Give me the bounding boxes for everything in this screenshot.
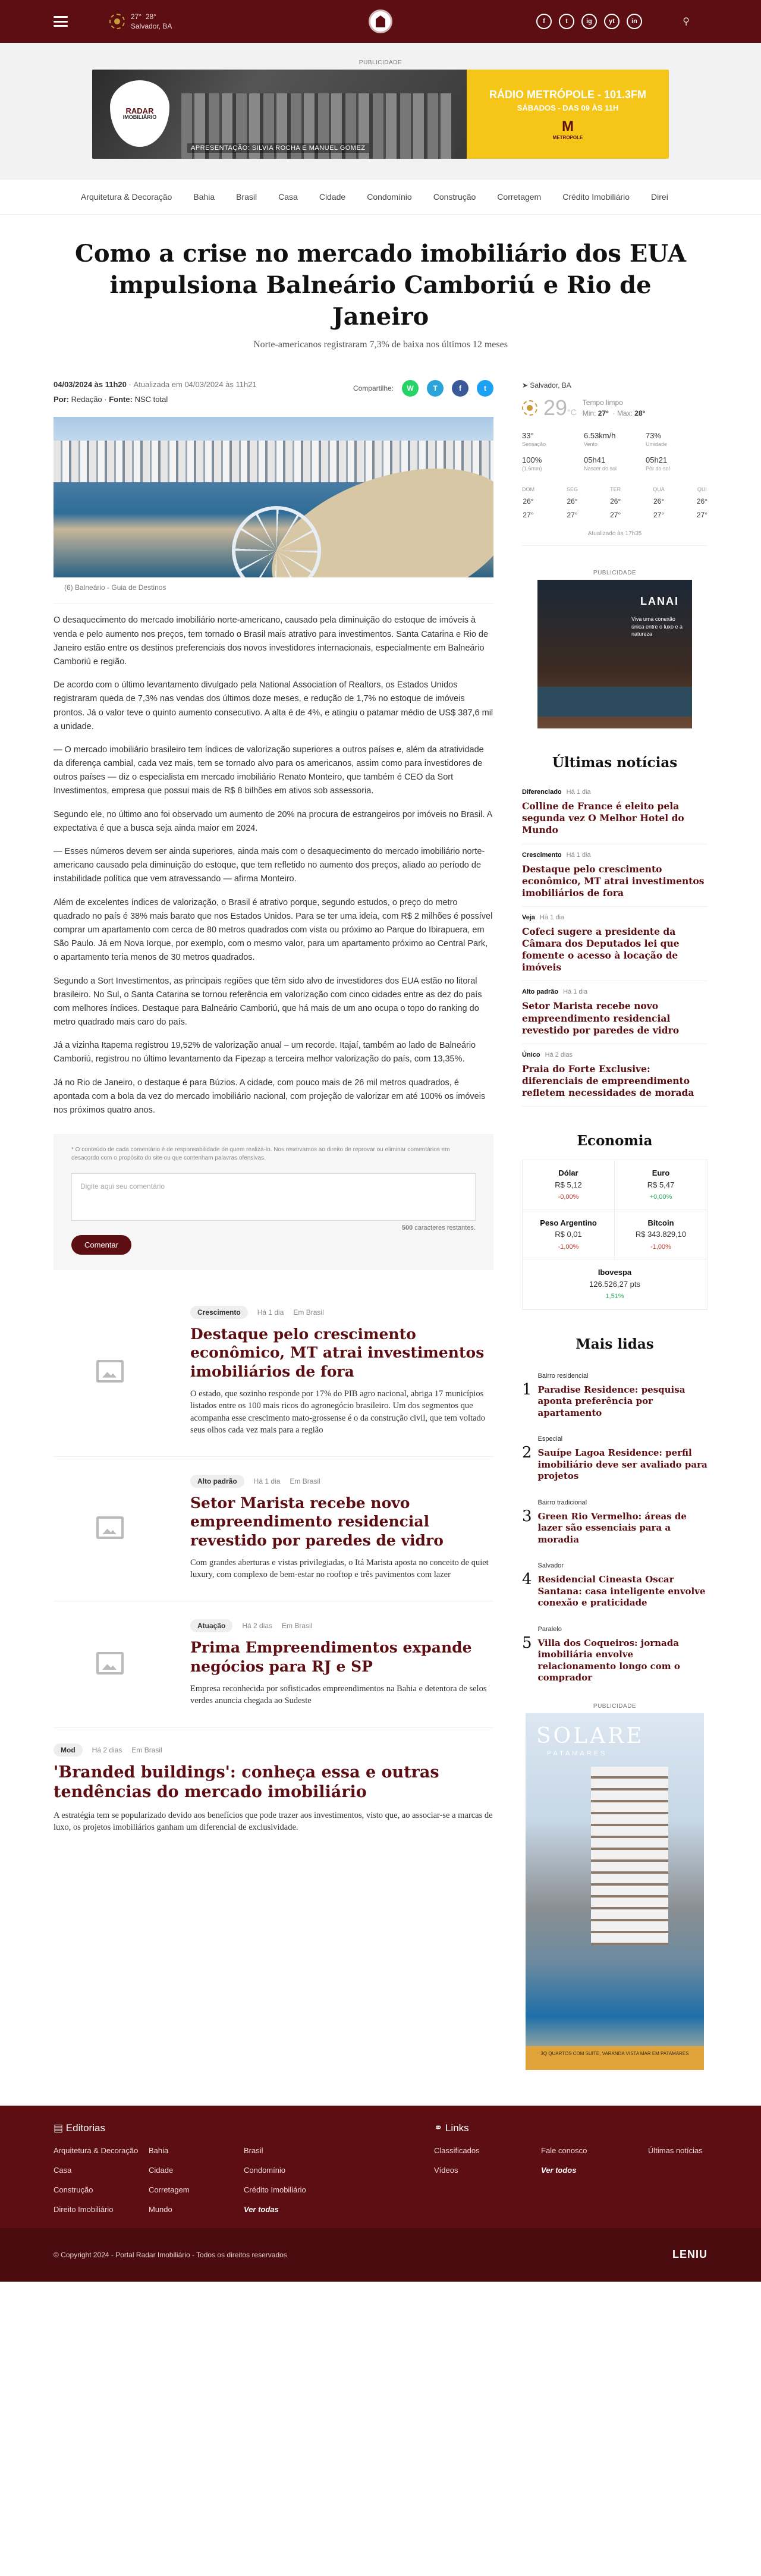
article-paragraph: Segundo ele, no último ano foi observado um aumento de 20% na procura de estrangeiros por imóveis no Brasil. A expectativa é que a busca seja ainda maior em 2024.	[54, 809, 492, 833]
solare-tower	[591, 1767, 668, 1945]
forecast-day: QUA 26° 27°	[653, 486, 665, 520]
weather-location: ➤ Salvador, BA	[522, 381, 571, 390]
weather-stats	[522, 431, 707, 472]
top-ad-banner[interactable]	[92, 70, 669, 159]
footer-link[interactable]: Últimas notícias	[648, 2145, 703, 2155]
article-subtitle: Norte-americanos registraram 7,3% de baixa nos últimos 12 meses	[253, 340, 508, 350]
menu-icon[interactable]	[54, 16, 68, 27]
header-temp-max: 27°	[131, 12, 142, 21]
article-meta: 04/03/2024 às 11h20 · Atualizada em 04/03/2024 às 11h21 Por: Redação · Fonte: NSC total Compartilhe: W T f t	[54, 372, 493, 404]
source-label: Fonte:	[109, 395, 133, 404]
list-icon: ▤	[54, 2122, 66, 2134]
image-placeholder-icon	[54, 1339, 166, 1404]
updated-date: Atualizada em 04/03/2024 às 11h21	[133, 380, 257, 389]
related-time: Há 1 dia	[257, 1308, 284, 1317]
related-item[interactable]	[54, 1288, 493, 1457]
weather-stat: 100% (1.6mm)	[522, 455, 542, 472]
char-count: 500	[401, 1224, 413, 1232]
latest-news-item[interactable]: Crescimento Há 1 dia Destaque pelo crescimento econômico, MT atrai investimentos imobiliários de fora	[522, 844, 707, 907]
ad-brand-sub: METROPOLE	[552, 134, 583, 140]
nav-item[interactable]: Cidade	[319, 192, 346, 202]
footer-link[interactable]: Arquitetura & Decoração	[54, 2145, 139, 2155]
site-footer	[0, 2106, 761, 2228]
nav-item[interactable]: Corretagem	[497, 192, 542, 202]
developer-logo[interactable]: LENIU	[672, 2248, 707, 2261]
econ-item: Dólar R$ 5,12 -0,00%	[523, 1160, 615, 1210]
article-paragraph: O desaquecimento do mercado imobiliário norte-americano, causado pela diminuição do estoque de imóveis à venda e pelo aumento nos preços, tem tornado o Brasil mais atrativo para investimentos. Santa Catarina e Rio de Janeiro estão entre os destinos preferenciais dos novos investidores internacionais, especialmente em Balneário Camboriú e região.	[54, 615, 489, 667]
sun-icon	[109, 14, 125, 29]
footer-link[interactable]: Mundo	[149, 2204, 172, 2214]
related-title[interactable]: Prima Empreendimentos expande negócios para RJ e SP	[190, 1639, 472, 1675]
solare-name: SOLARE	[536, 1723, 644, 1748]
comment-note: * O conteúdo de cada comentário é de responsabilidade de quem realizá-lo. Nos reservamos ao direito de reprovar ou eliminar comentários em desacordo com o propósito do site ou que contenham palavras ofensivas.	[71, 1146, 450, 1162]
content-wrapper	[0, 372, 761, 2069]
category-nav	[0, 179, 761, 215]
link-icon: ⚭	[434, 2122, 445, 2134]
latest-news-list	[522, 781, 707, 1107]
footer-link[interactable]: Classificados	[434, 2145, 480, 2155]
ad-badge-title: RADAR	[125, 106, 154, 115]
most-read-item[interactable]: 4 Salvador Residencial Cineasta Oscar Santana: casa inteligente envolve conexão e praticidade	[522, 1562, 706, 1609]
weather-stat: 6.53km/h Vento	[584, 431, 616, 448]
most-read-item[interactable]: 3 Bairro tradicional Green Rio Vermelho: áreas de lazer são essenciais para a moradia	[522, 1499, 687, 1545]
article-title: Como a crise no mercado imobiliário dos EUA impulsiona Balneário Camboriú e Rio de Janeiro	[74, 240, 686, 331]
nav-item[interactable]: Construção	[433, 192, 476, 202]
latest-news-item[interactable]: Único Há 2 dias Praia do Forte Exclusive: diferenciais de empreendimento refletem necessidades de morada	[522, 1044, 707, 1107]
weather-sun-icon	[522, 400, 537, 416]
econ-item: Euro R$ 5,47 +0,00%	[615, 1160, 707, 1210]
solare-sub: PATAMARES	[547, 1749, 608, 1757]
linkedin-icon[interactable]: in	[627, 14, 642, 29]
article-paragraph: Além de excelentes índices de valorização, o Brasil é atrativo porque, segundo estudos, o preço do metro quadrado no país é 38% mais barato que nos Estados Unidos. Para se ter uma ideia, com R$ 2 milhões é possível comprar um apartamento com cerca de 80 metros quadrados com vista ou próximo ao Parque do Ibirapuera, em São Paulo. Já em Nova Iorque, por exemplo, com o mesmo valor, para um apartamento próximo ao Central Park, o apartamento teria menos de 30 metros quadrados.	[54, 897, 493, 963]
lanai-name: LANAI	[640, 595, 679, 608]
ad-left-panel	[92, 70, 467, 159]
lanai-text: Viva uma conexão única entre o luxo e a natureza	[631, 616, 683, 637]
by-label: Por:	[54, 395, 69, 404]
econ-item: Bitcoin R$ 343.829,10 -1,00%	[615, 1210, 707, 1260]
char-count-label: caracteres restantes.	[414, 1224, 476, 1232]
related-item[interactable]	[54, 1457, 493, 1601]
forecast-day: QUI 26° 27°	[696, 486, 707, 520]
article-paragraph: Segundo a Sort Investimentos, as principais regiões que têm sido alvo de investidores dos EUA estão no litoral brasileiro. No Sul, o Santa Catarina se tornou referência em valorização com cinco cidades entre as dez do país com melhores índices. Destaque para Balneário Camboriú, que há mais de um ano ocupa o topo do ranking do metro quadrado mais caro do país.	[54, 976, 482, 1028]
latest-news-item[interactable]: Diferenciado Há 1 dia Colline de France é eleito pela segunda vez O Melhor Hotel do Mundo	[522, 781, 707, 844]
top-ad-section	[0, 43, 761, 179]
search-icon[interactable]: ⚲	[683, 17, 690, 27]
related-item[interactable]	[54, 1601, 493, 1727]
ad-radar-badge	[110, 80, 169, 147]
related-title[interactable]: Destaque pelo crescimento econômico, MT atrai investimentos imobiliários de fora	[190, 1325, 485, 1380]
footer-link[interactable]: Construção	[54, 2185, 93, 2194]
forecast-day: TER 26° 27°	[610, 486, 621, 520]
related-tag[interactable]: Mod	[54, 1743, 83, 1757]
related-time: Há 2 dias	[242, 1622, 273, 1631]
footer-link[interactable]: Casa	[54, 2165, 72, 2175]
sidebar-ad	[522, 570, 707, 728]
image-placeholder-icon	[54, 1495, 166, 1560]
comment-section	[54, 1134, 493, 1270]
econ-item: Peso Argentino R$ 0,01 -1,00%	[523, 1210, 615, 1260]
site-logo[interactable]	[369, 10, 392, 33]
related-item-wide[interactable]	[54, 1728, 493, 1858]
weather-widget	[522, 372, 707, 546]
related-section: Em Brasil	[282, 1622, 313, 1631]
twitter-share-icon[interactable]: t	[477, 380, 493, 397]
related-desc: A estratégia tem se popularizado devido aos benefícios que pode trazer aos investimentos, visto que, ao associar-se a marcas de luxo, os projetos imobiliários ganham um diferencial de exclusividade.	[54, 1811, 493, 1833]
footer-link[interactable]: Bahia	[149, 2145, 169, 2155]
telegram-icon[interactable]: T	[427, 380, 444, 397]
weather-temp: 29°C	[543, 395, 577, 420]
weather-desc: Tempo limpo Min: 27° · Max: 28°	[582, 398, 646, 418]
related-desc: O estado, que sozinho responde por 17% do PIB agro nacional, abriga 17 municípios listados entre os 100 mais ricos do agronegócio brasileiro. Um dos segmentos que acompanha esse crescimento mato-grossense é o da construção civil, que tem voltado seus olhos cada vez mais para a região	[190, 1388, 486, 1435]
economy-widget	[522, 1160, 707, 1310]
most-read-item[interactable]: 5 Paralelo Villa dos Coqueiros: jornada imobiliária envolve relacionamento longo com o comprador	[522, 1625, 680, 1683]
nav-item[interactable]: Bahia	[193, 192, 215, 202]
footer-editorias	[54, 2146, 339, 2214]
lanai-ad-banner[interactable]	[537, 580, 692, 728]
article-paragraph: Já a vizinha Itapema registrou 19,52% de valorização anual – um recorde. Itajaí, também ao lado de Balneário Camboriú, registrou no último levantamento da Fipezap a terceira melhor valorização do país, com 13,35%.	[54, 1041, 476, 1064]
image-placeholder-icon	[54, 1631, 166, 1696]
footer-link[interactable]: Fale conosco	[541, 2145, 587, 2155]
weather-stat: 05h41 Nascer do sol	[584, 455, 617, 472]
footer-link[interactable]: Corretagem	[149, 2185, 190, 2194]
footer-link[interactable]: Direito Imobiliário	[54, 2204, 114, 2214]
hero-image	[54, 417, 493, 577]
related-section: Em Brasil	[293, 1308, 324, 1317]
share-label: Compartilhe:	[353, 384, 394, 393]
related-time: Há 1 dia	[253, 1477, 281, 1486]
nav-item[interactable]: Brasil	[236, 192, 257, 202]
latest-news-item[interactable]: Alto padrão Há 1 dia Setor Marista recebe novo empreendimento residencial revestido por paredes de vidro	[522, 981, 707, 1044]
footer-see-all[interactable]: Ver todas	[244, 2204, 279, 2214]
article-body	[54, 614, 493, 1117]
econ-item: Ibovespa 126.526,27 pts 1,51%	[523, 1259, 707, 1309]
related-desc: Empresa reconhecida por sofisticados empreendimentos na Bahia e detentora de selos verdes anuncia chegada ao Sudeste	[190, 1683, 487, 1706]
related-list	[54, 1288, 493, 1857]
nav-item[interactable]: Arquitetura & Decoração	[81, 192, 172, 202]
ad-brand: M	[562, 118, 574, 134]
forecast-day: DOM 26° 27°	[522, 486, 534, 520]
footer-link[interactable]: Condomínio	[244, 2165, 286, 2175]
solare-ad-banner[interactable]	[526, 1713, 704, 2070]
article-paragraph: — O mercado imobiliário brasileiro tem índices de valorização superiores a outros países e, além da atratividade da diferença cambial, cada vez mais, tem se tornado alvo para os americanos, assim como para investidores de outros países — diz o especialista em mercado imobiliário Renato Monteiro, que também é CEO da Sort Investimentos, empresa que possui mais de R$ 8 bilhões em ativos sob assessoria.	[54, 744, 484, 796]
weather-stat: 33° Sensação	[522, 431, 546, 448]
share-bar	[353, 380, 493, 397]
related-tag[interactable]: Alto padrão	[190, 1475, 244, 1488]
ad-label: PUBLICIDADE	[593, 570, 637, 577]
sidebar-ad-bottom	[522, 1703, 707, 2070]
nav-item[interactable]: Condomínio	[367, 192, 412, 202]
footer-links	[434, 2146, 755, 2175]
latest-news-title: Últimas notícias	[552, 755, 678, 771]
char-counter	[71, 1224, 476, 1232]
footer-editorias-title: ▤ Editorias	[54, 2122, 105, 2134]
article-paragraph: De acordo com o último levantamento divulgado pela National Association of Realtors, os Estados Unidos registraram queda de 7,3% nas vendas dos últimos doze meses, e redução de 1,7% no estoque de imóveis prontos. Já o valor teve o quinto aumento consecutivo. A alta é de 4%, e atingiu o patamar médio de US$ 387,6 mil a unidade.	[54, 680, 493, 731]
sidebar	[522, 372, 707, 2069]
ad-caption: APRESENTAÇÃO: SILVIA ROCHA E MANUEL GOMEZ	[187, 143, 369, 153]
comment-input[interactable]: Digite aqui seu comentário	[71, 1173, 476, 1221]
footer-see-all[interactable]: Ver todos	[541, 2165, 577, 2175]
nav-item[interactable]: Crédito Imobiliário	[562, 192, 630, 202]
footer-link[interactable]: Cidade	[149, 2165, 174, 2175]
most-read-title: Mais lidas	[576, 1336, 654, 1352]
image-caption: (6) Balneário - Guia de Destinos	[54, 577, 493, 604]
nav-item[interactable]: Direi	[651, 192, 668, 202]
related-section: Em Brasil	[290, 1477, 320, 1486]
publish-date: 04/03/2024 às 11h20	[54, 380, 127, 389]
whatsapp-icon[interactable]: W	[402, 380, 419, 397]
lanai-pool	[537, 687, 692, 717]
most-read-item[interactable]: 1 Bairro residencial Paradise Residence: pesquisa aponta preferência por apartamento	[522, 1372, 685, 1418]
comment-button[interactable]: Comentar	[71, 1235, 131, 1255]
weather-stat: 73% Umidade	[646, 431, 668, 448]
footer-link[interactable]: Vídeos	[434, 2165, 458, 2175]
footer-links-title: ⚭ Links	[434, 2122, 469, 2134]
copyright: © Copyright 2024 - Portal Radar Imobiliário - Todos os direitos reservados	[54, 2250, 287, 2259]
article-main	[54, 372, 493, 2069]
facebook-share-icon[interactable]: f	[452, 380, 468, 397]
related-section: Em Brasil	[131, 1745, 162, 1754]
article-paragraph: Já no Rio de Janeiro, o destaque é para Búzios. A cidade, com pouco mais de 26 mil metros quadrados, é apontada com a bola da vez do mercado imobiliário nacional, com projeção de valorizar em até 100% os imóveis nos próximos quatro anos.	[54, 1077, 486, 1116]
instagram-icon[interactable]: ig	[581, 14, 597, 29]
author: Redação	[71, 395, 102, 404]
youtube-icon[interactable]: yt	[604, 14, 620, 29]
related-tag[interactable]: Atuação	[190, 1619, 232, 1632]
related-time: Há 2 dias	[92, 1745, 122, 1754]
footer-link[interactable]: Crédito Imobiliário	[244, 2185, 306, 2194]
ad-badge-sub: IMOBILIÁRIO	[122, 114, 157, 120]
copyright-bar	[0, 2228, 761, 2282]
weather-forecast	[522, 485, 707, 522]
weather-stat: 05h21 Pôr do sol	[646, 455, 670, 472]
ad-radio: RÁDIO METRÓPOLE - 101.3FM	[489, 88, 647, 100]
ad-label: PUBLICIDADE	[593, 1702, 637, 1710]
most-read-list	[522, 1363, 707, 1691]
header-temp-min: 28°	[145, 12, 156, 21]
social-links	[536, 14, 642, 29]
economy-title: Economia	[577, 1133, 653, 1149]
article-paragraph: — Esses números devem ser ainda superiores, ainda mais com o desaquecimento do mercado imobiliário norte-americano causado pela diminuição do estoque, que tem refletido no aumento dos preços, aliado ao período de instabilidade política que vem atravessando — afirma Monteiro.	[54, 847, 485, 884]
source: NSC total	[134, 395, 168, 404]
ad-right-panel	[467, 70, 669, 159]
twitter-icon[interactable]: t	[559, 14, 574, 29]
latest-news-item[interactable]: Veja Há 1 dia Cofeci sugere a presidente da Câmara dos Deputados lei que fomente o acesso à locação de imóveis	[522, 907, 707, 982]
related-title[interactable]: Setor Marista recebe novo empreendimento residencial revestido por paredes de vidro	[190, 1494, 444, 1549]
nav-item[interactable]: Casa	[278, 192, 298, 202]
related-tag[interactable]: Crescimento	[190, 1306, 248, 1319]
ad-schedule: SÁBADOS - DAS 09 ÀS 11H	[517, 103, 619, 112]
most-read-item[interactable]: 2 Especial Sauípe Lagoa Residence: perfil imobiliário deve ser avaliado para projetos	[522, 1435, 707, 1482]
location-pin-icon: ➤	[522, 381, 529, 390]
weather-updated: Atualizado às 17h35	[587, 530, 642, 538]
top-header	[0, 0, 761, 43]
facebook-icon[interactable]: f	[536, 14, 552, 29]
ad-label: PUBLICIDADE	[359, 59, 402, 66]
footer-link[interactable]: Brasil	[244, 2145, 263, 2155]
header-weather	[109, 12, 172, 30]
forecast-day: SEG 26° 27°	[567, 486, 578, 520]
related-desc: Com grandes aberturas e vistas privilegiadas, o Itá Marista aposta no conceito de quiet luxury, com complexo de bem-estar no rooftop e três pavimentos com lazer	[190, 1557, 489, 1580]
related-title[interactable]: 'Branded buildings': conheça essa e outras tendências do mercado imobiliário	[54, 1763, 439, 1802]
solare-foot: 3Q QUARTOS COM SUÍTE, VARANDA VISTA MAR EM PATAMARES	[526, 2046, 704, 2070]
header-location: Salvador, BA	[131, 22, 172, 30]
